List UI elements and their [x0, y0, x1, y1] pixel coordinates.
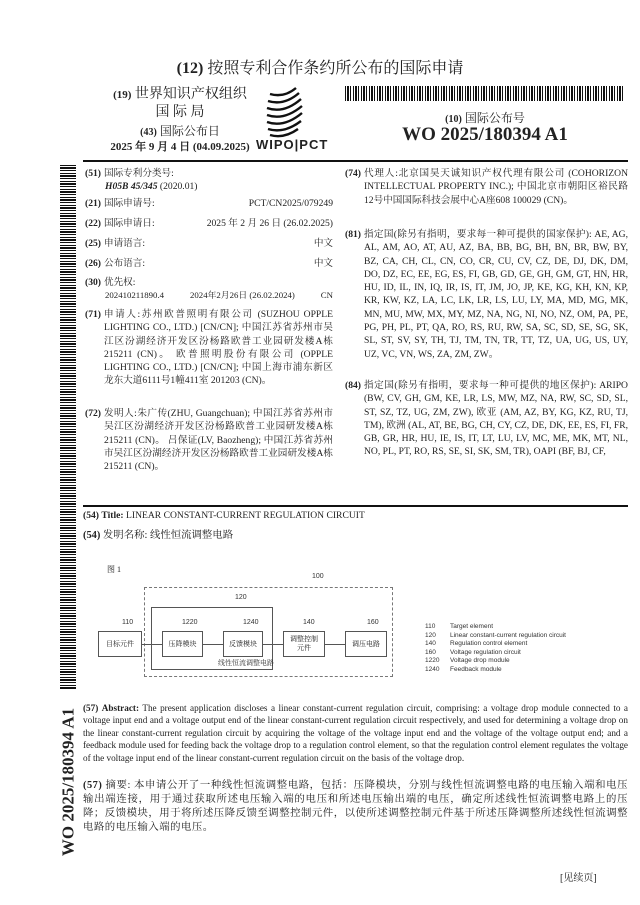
legend-ref: 1220: [425, 657, 440, 665]
legend-ref: 160: [425, 648, 436, 656]
divider: [83, 505, 628, 507]
figure-legend: [425, 623, 566, 675]
legend-ref: 120: [425, 631, 436, 639]
inid-code: (26): [85, 258, 101, 269]
inid-code: (54): [83, 510, 99, 521]
connector: [142, 644, 162, 645]
field-label: Abstract:: [101, 703, 140, 713]
legend-ref: 140: [425, 640, 436, 648]
side-publication-number: WO 2025/180394 A1: [58, 707, 78, 857]
ref-1220: 1220: [182, 619, 198, 626]
ipc-version: (2020.01): [159, 181, 198, 193]
inid-code: (84): [345, 380, 361, 391]
ref-110: 110: [122, 619, 134, 626]
continued-note: [见续页]: [560, 873, 597, 884]
applicant-text: 苏州欧普照明有限公司 (SUZHOU OPPLE LIGHTING CO., LTD.) [CN/CN]; 中国江苏省苏州市吴江区汾湖经济开发区汾杨路欧普工业园研发楼A栋 215211 (CN)。 欧普照明股份有限公司 (OPPLE LIGHTING CO., LTD.) [CN/CN]; 中国上海市浦东新区龙东大道6111号1幢411室 201203 (CN)。: [103, 309, 333, 387]
circuit-label: 线性恒流调整电路: [218, 660, 274, 667]
ipc-field: [85, 167, 333, 194]
inid-code: (43): [140, 127, 157, 138]
side-barcode-icon: [60, 165, 76, 690]
inid-code: (12): [176, 60, 204, 77]
field-label: 国际专利分类号:: [103, 168, 174, 179]
connector: [263, 644, 283, 645]
inid-code: (10): [445, 114, 462, 125]
legend-ref: 110: [425, 623, 436, 630]
ref-1240: 1240: [243, 619, 259, 626]
title-en: [83, 509, 365, 522]
title-zh-value: 线性恒流调整电路: [149, 530, 234, 541]
legend-row: [425, 632, 566, 641]
publication-language-field: [85, 257, 333, 270]
field-label: Title:: [101, 510, 124, 521]
connector: [325, 644, 345, 645]
field-value: PCT/CN2025/079249: [248, 198, 333, 209]
designated-regional-field: [345, 379, 628, 459]
wipo-pct-logo-text: WIPO|PCT: [256, 137, 329, 152]
barcode-icon: [345, 86, 625, 101]
field-label: 国际申请日:: [103, 218, 155, 229]
pubdate-value: 2025 年 9 月 4 日 (04.09.2025): [110, 141, 250, 153]
ref-100: 100: [312, 573, 324, 580]
field-label: 摘要:: [105, 780, 131, 791]
legend-row: [425, 649, 566, 658]
pubdate-label: 国际公布日: [159, 124, 220, 138]
application-date-field: [85, 217, 333, 230]
field-value: 2025 年 2 月 26 日 (26.02.2025): [206, 218, 333, 229]
legend-row: [425, 640, 566, 649]
org-bureau: 国 际 局: [155, 105, 205, 120]
title-zh: [83, 529, 233, 542]
abstract-zh-text: 本申请公开了一种线性恒流调整电路，包括：压降模块，分别与线性恒流调整电路的电压输入端和电压输出端连接，用于通过获取所述电压输入端的电压和所述电压输出端的电压，确定所述线性恒流调整电路上的压降；反馈模块，用于将所述压降反馈至调整控制元件，以使所述调整控制元件基于所述压降调整所述线性恒流调整电路的电压输入端的电压。: [83, 780, 628, 833]
abstract-en: [83, 702, 628, 764]
inid-code: (72): [85, 408, 101, 419]
title-text: 按照专利合作条约所公布的国际申请: [207, 60, 464, 77]
box-feedback-module: 反馈模块: [223, 631, 263, 657]
ipc-code: H05B 45/345: [105, 181, 158, 193]
abstract-en-text: The present application discloses a linear constant-current regulation circuit, comprising: a voltage drop module connected to a voltage input end and a voltage output end of the linear constant-current regulation circuit respectively, and used for determining a voltage drop on the linear constant-current regulation circuit by acquiring the voltage of the voltage input end and the voltage of the voltage output end; and a feedback module used for feeding back the voltage drop to a regulation control element, so that the regulation control element regulates the voltage of the voltage input end of the linear constant-current regulation circuit on the basis of the voltage drop.: [83, 703, 628, 763]
priority-country: CN: [320, 290, 333, 301]
legend-text: Regulation control element: [450, 640, 528, 648]
agent-field: [345, 167, 628, 207]
inid-code: (25): [85, 238, 101, 249]
applicant-field: [85, 308, 333, 388]
divider: [83, 160, 628, 162]
field-value: 中文: [313, 258, 333, 269]
legend-row: [425, 657, 566, 666]
ref-140: 140: [303, 619, 315, 626]
field-label: 公布语言:: [103, 258, 146, 269]
field-label: 申请语言:: [103, 238, 146, 249]
inid-code: (57): [83, 780, 103, 791]
inid-code: (30): [85, 277, 101, 288]
inid-code: (81): [345, 229, 361, 240]
ref-120: 120: [235, 594, 247, 601]
designated-national-field: [345, 228, 628, 361]
org-name: 世界知识产权组织: [134, 87, 247, 102]
inid-code: (54): [83, 530, 101, 541]
field-label: 国际申请号:: [103, 198, 155, 209]
box-voltage-drop-module: 压降模块: [162, 631, 203, 657]
field-label: 发明人:: [103, 408, 137, 419]
inid-code: (22): [85, 218, 101, 229]
box-voltage-regulation: 调压电路: [345, 631, 387, 657]
inid-code: (74): [345, 168, 361, 179]
legend-text: Target element: [450, 623, 493, 630]
priority-field: [85, 276, 333, 303]
legend-text: Voltage drop module: [450, 657, 510, 665]
organization: [100, 86, 260, 121]
designated-national-text: 指定国(除另有指明，要求每一种可提供的国家保护): AE, AG, AL, AM, AO, AT, AU, AZ, BA, BB, BG, BH, BN, BR, BW, BY, BZ, CA, CH, CL, CN, CO, CR, CU, CV, CZ, DE, DJ, DK, DM, DO, DZ, EC, EE, EG, ES, FI, GB, GD, GE, GH, GM, GT, HN, HR, HU, ID, IL, IN, IQ, IR, IS, IT, JM, JO, JP, KE, KG, KH, KN, KP, KR, KW, KZ, LA, LC, LK, LR, LS, LU, LY, MA, MD, MG, MK, MN, MU, MW, MX, MY, MZ, NA, NG, NI, NO, NZ, OM, PA, PE, PG, PH, PL, PT, QA, RO, RS, RU, RW, SA, SC, SD, SE, SG, SK, SL, ST, SV, SY, TH, TJ, TM, TN, TR, TT, TZ, UA, UG, US, UY, UZ, VC, VN, WS, ZA, ZM, ZW。: [363, 229, 628, 360]
designated-regional-text: 指定国(除另有指明，要求每一种可提供的地区保护): ARIPO (BW, CV, GH, GM, KE, LR, LS, MW, MZ, NA, RW, SC, SD, SL, ST, SZ, TZ, UG, ZM, ZW), 欧亚 (AM, AZ, BY, KG, KZ, RU, TJ, TM), 欧洲 (AL, AT, BE, BG, CH, CY, CZ, DE, DK, EE, ES, FI, FR, GB, GR, HR, HU, IE, IS, IT, LT, LU, LV, MC, ME, MK, MT, NL, NO, PL, PT, RO, RS, SE, SI, SK, SM, TR), OAPI (BF, BJ, CF,: [363, 380, 628, 458]
field-label: 优先权:: [103, 277, 136, 288]
inid-code: (19): [113, 89, 132, 101]
field-label: 申请人:: [103, 309, 141, 320]
connector: [203, 644, 223, 645]
publication-number: WO 2025/180394 A1: [402, 124, 568, 145]
box-regulation-control: 调整控制元件: [283, 631, 325, 657]
field-label: 发明名称:: [102, 530, 148, 541]
legend-row: [425, 623, 566, 632]
abstract-zh: [83, 779, 628, 835]
legend-ref: 1240: [425, 665, 440, 673]
publication-date-block: [95, 124, 265, 155]
inventor-field: [85, 407, 333, 473]
inid-code: (21): [85, 198, 101, 209]
field-value: 中文: [313, 238, 333, 249]
inid-code: (51): [85, 168, 101, 179]
box-target-element: 目标元件: [98, 631, 142, 657]
priority-number: 202410211890.4: [105, 290, 165, 301]
pubno-label: 国际公布号: [464, 111, 525, 125]
field-label: 代理人:: [363, 168, 398, 179]
inid-code: (71): [85, 309, 101, 320]
document-type-title: [0, 62, 640, 75]
filing-language-field: [85, 237, 333, 250]
legend-row: [425, 666, 566, 675]
inid-code: (57): [83, 703, 99, 713]
legend-text: Linear constant-current regulation circuit: [450, 631, 566, 639]
inventor-text: 朱广传(ZHU, Guangchuan); 中国江苏省苏州市吴江区汾湖经济开发区汾杨路欧普工业园研发楼A栋 215211 (CN)。 吕保证(LV, Baozheng); 中国江苏省苏州市吴江区汾湖经济开发区汾杨路欧普工业园研发楼A栋 215211 (CN)。: [103, 408, 333, 473]
legend-text: Feedback module: [450, 665, 502, 673]
priority-date: 2024年2月26日 (26.02.2024): [190, 290, 295, 301]
application-number-field: [85, 197, 333, 210]
title-en-value: LINEAR CONSTANT-CURRENT REGULATION CIRCUIT: [126, 510, 365, 521]
legend-text: Voltage regulation circuit: [450, 648, 521, 656]
ref-160: 160: [367, 619, 379, 626]
agent-text: 北京国昊天诚知识产权代理有限公司 (COHORIZON INTELLECTUAL PROPERTY INC.); 中国北京市朝阳区裕民路12号中国国际科技会展中心A座608 100029 (CN)。: [363, 168, 628, 206]
figure-caption: 图 1: [107, 565, 121, 574]
